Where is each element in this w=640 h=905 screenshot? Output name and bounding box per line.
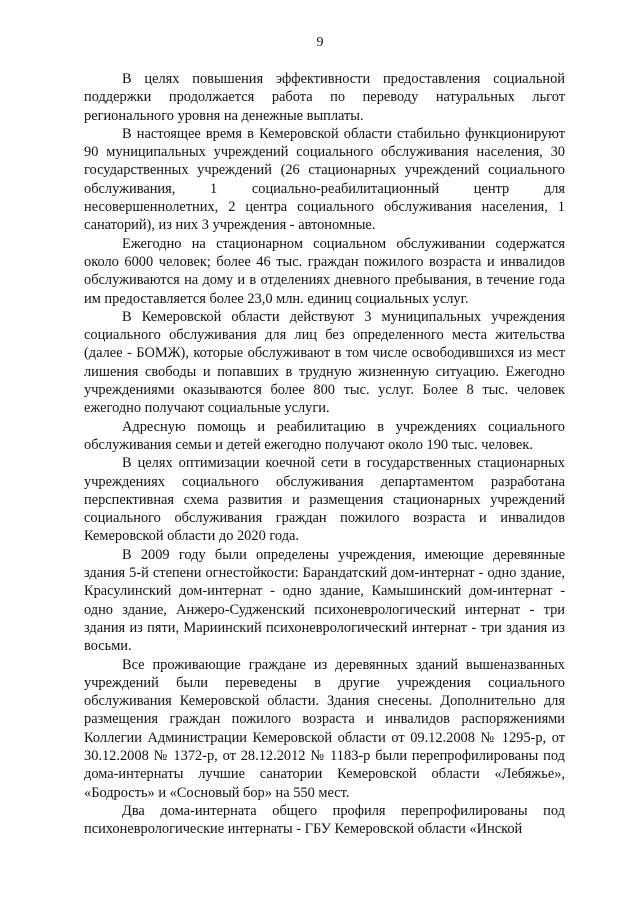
page-number: 9	[316, 35, 324, 50]
paragraph: В целях повышения эффективности предоставления социальной поддержки продолжается работа по переводу натуральных льгот регионального уровня на денежные выплаты.	[84, 71, 565, 124]
document-body	[84, 70, 565, 838]
paragraph: В 2009 году были определены учреждения, имеющие деревянные здания 5-й степени огнестойкости: Барандатский дом-интернат - одно здание, Красулинский дом-интернат - одно здание, Камышинский дом-интернат - одно здание, Анжеро-Судженский психоневрологический интернат - три здания из пяти, Мариинский психоневрологический интернат - три здания из восьми.	[84, 546, 565, 655]
paragraph: Ежегодно на стационарном социальном обслуживании содержатся около 6000 человек; более 46 тыс. граждан пожилого возраста и инвалидов обслуживаются на дому и в отделениях дневного пребывания, в течение года им предоставляется более 23,0 млн. единиц социальных услуг.	[84, 235, 565, 307]
paragraph: Два дома-интерната общего профиля перепрофилированы под психоневрологические интернаты - ГБУ Кемеровской области «Инской	[84, 802, 565, 838]
paragraph: Адресную помощь и реабилитацию в учреждениях социального обслуживания семьи и детей ежегодно получают около 190 тыс. человек.	[84, 418, 565, 453]
paragraph: В настоящее время в Кемеровской области стабильно функционируют 90 муниципальных учреждений социального обслуживания населения, 30 государственных учреждений (26 стационарных учреждений социального обслуживания, 1 социально-реабилитационный центр для несовершеннолетних, 2 центра социального обслуживания населения, 1 санаторий), из них 3 учреждения - автономные.	[84, 125, 565, 234]
paragraph: В целях оптимизации коечной сети в государственных стационарных учреждениях социального обслуживания департаментом разработана перспективная схема развития и размещения стационарных учреждений социального обслуживания граждан пожилого возраста и инвалидов Кемеровской области до 2020 года.	[84, 455, 565, 545]
paragraph: В Кемеровской области действуют 3 муниципальных учреждения социального обслуживания для лиц без определенного места жительства (далее - БОМЖ), которые обслуживают в том числе освободившихся из мест лишения свободы и попавших в трудную жизненную ситуацию. Ежегодно учреждениями оказываются более 800 тыс. услуг. Более 8 тыс. человек ежегодно получают социальные услуги.	[84, 308, 565, 417]
paragraph: Все проживающие граждане из деревянных зданий вышеназванных учреждений были переведены в другие учреждения социального обслуживания Кемеровской области. Здания снесены. Дополнительно для размещения граждан пожилого возраста и инвалидов распоряжениями Коллегии Администрации Кемеровской области от 09.12.2008 № 1295-р, от 30.12.2008 № 1372-р, от 28.12.2012 № 1183-р были перепрофилированы под дома-интернаты лучшие санатории Кемеровской области «Лебяжье», «Бодрость» и «Сосновый бор» на 550 мест.	[84, 656, 565, 801]
